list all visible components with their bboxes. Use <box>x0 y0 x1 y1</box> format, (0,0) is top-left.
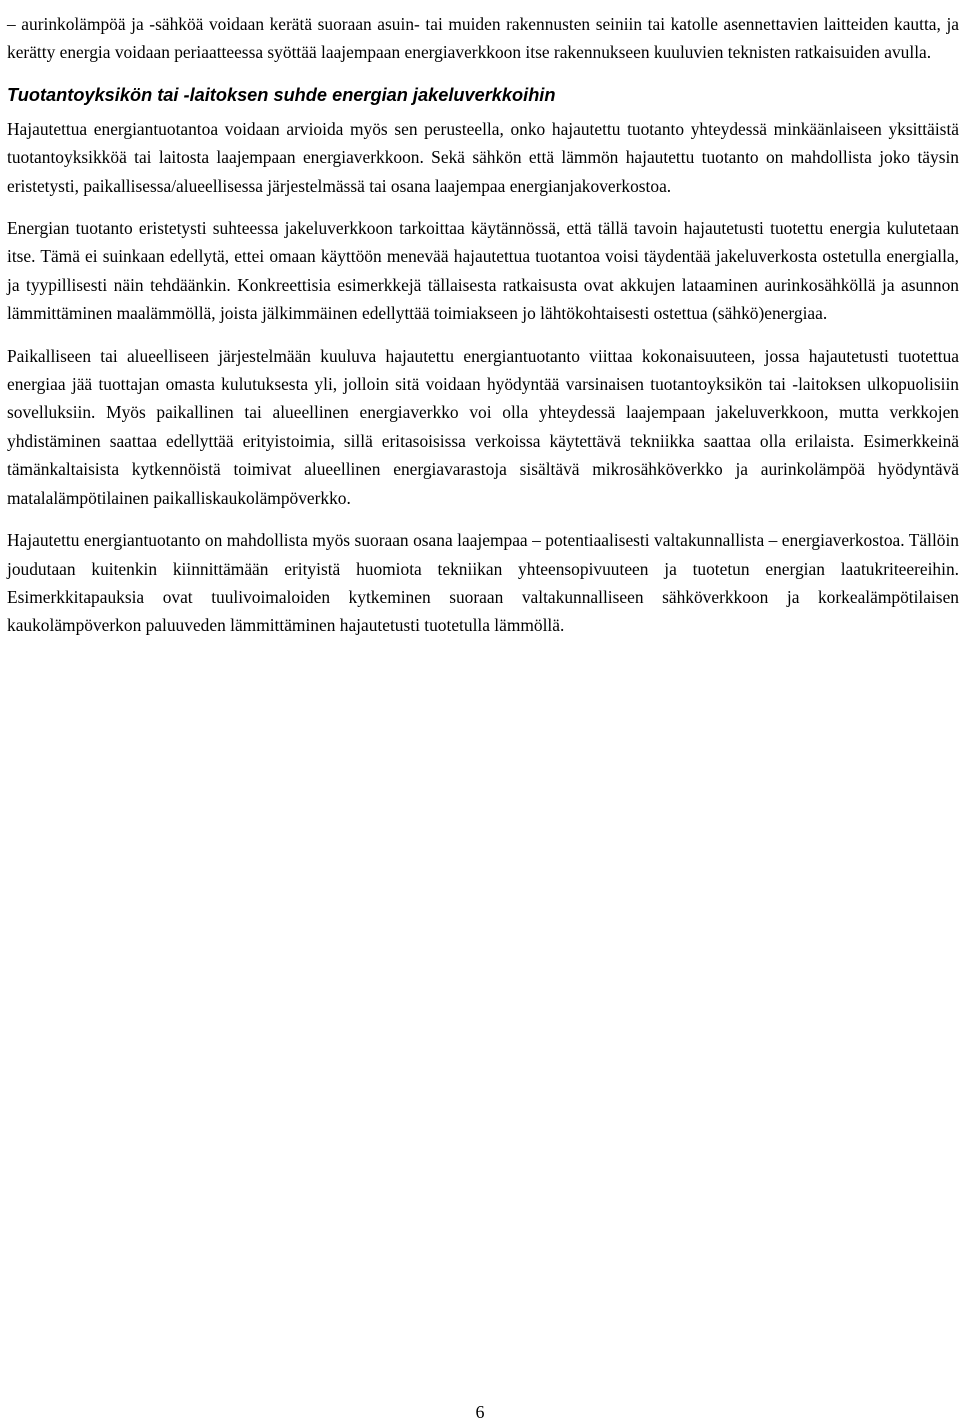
intro-paragraph: – aurinkolämpöä ja -sähköä voidaan kerätä suoraan asuin- tai muiden rakennusten seiniin tai katolle asennettavien laitteiden kautta, ja kerätty energia voidaan periaatteessa syöttää laajempaan energiaverkkoon itse rakennukseen kuuluvien teknisten ratkaisuiden avulla. <box>7 14 959 63</box>
body-paragraph-1: Hajautettua energiantuotantoa voidaan arvioida myös sen perusteella, onko hajautettu tuotanto yhteydessä minkäänlaiseen yksittäistä tuotantoyksikköä tai laitosta laajempaan energiaverkkoon. Sekä sähkön että lämmön hajautettu tuotanto on mahdollista joko täysin eristetysti, paikallisessa/alueellisessa järjestelmässä tai osana laajempaa energianjakoverkostoa. <box>7 118 959 196</box>
body-paragraph-4: Hajautettu energiantuotanto on mahdollista myös suoraan osana laajempaa – potentiaalisesti valtakunnallista – energiaverkostoa. Tällöin joudutaan kuitenkin kiinnittämään erityistä huomiota tekniikan yhteensopivuuteen ja tuotetun energian laatukriteereihin. Esimerkkitapauksia ovat tuulivoimaloiden kytkeminen suoraan valtakunnalliseen sähköverkkoon ja korkealämpötilaisen kaukolämpöverkon paluuveden lämmittäminen hajautetusti tuotetulla lämmöllä. <box>7 530 959 636</box>
section-heading: Tuotantoyksikön tai -laitoksen suhde energian jakeluverkkoihin <box>7 84 556 105</box>
page-number: 6 <box>475 1402 485 1422</box>
body-paragraph-3: Paikalliseen tai alueelliseen järjestelmään kuuluva hajautettu energiantuotanto viittaa kokonaisuuteen, jossa hajautetusti tuotettua energiaa jää tuottajan omasta kulutuksesta yli, jolloin sitä voidaan hyödyntää varsinaisen tuotantoyksikön tai -laitoksen ulkopuolisiin sovelluksiin. Myös paikallinen tai alueellinen energiaverkko voi olla yhteydessä laajempaan jakeluverkkoon, mutta verkkojen yhdistäminen saattaa edellyttää erityistoimia, sillä eritasoisissa verkoissa käytettävä tekniikka saattaa olla erilaista. Esimerkkeinä tämänkaltaisista kytkennöistä toimivat alueellinen energiavarastoja sisältävä mikrosähköverkko ja aurinkolämpöä hyödyntävä matalalämpötilainen paikalliskaukolämpöverkko. <box>7 345 959 508</box>
document-page <box>7 10 959 640</box>
body-paragraph-2: Energian tuotanto eristetysti suhteessa jakeluverkkoon tarkoittaa käytännössä, että tällä tavoin hajautetusti tuotettu energia kulutetaan itse. Tämä ei suinkaan edellytä, ettei omaan käyttöön menevää hajautettua tuotantoa voisi täydentää jakeluverkosta ostetulla energialla, ja tyypillisesti näin tehdäänkin. Konkreettisia esimerkkejä tällaisesta ratkaisusta ovat akkujen lataaminen aurinkosähköllä ja asunnon lämmittäminen maalämmöllä, joista jälkimmäinen edellyttää toimiakseen jo lähtökohtaisesti ostettua (sähkö)energiaa. <box>7 218 959 324</box>
